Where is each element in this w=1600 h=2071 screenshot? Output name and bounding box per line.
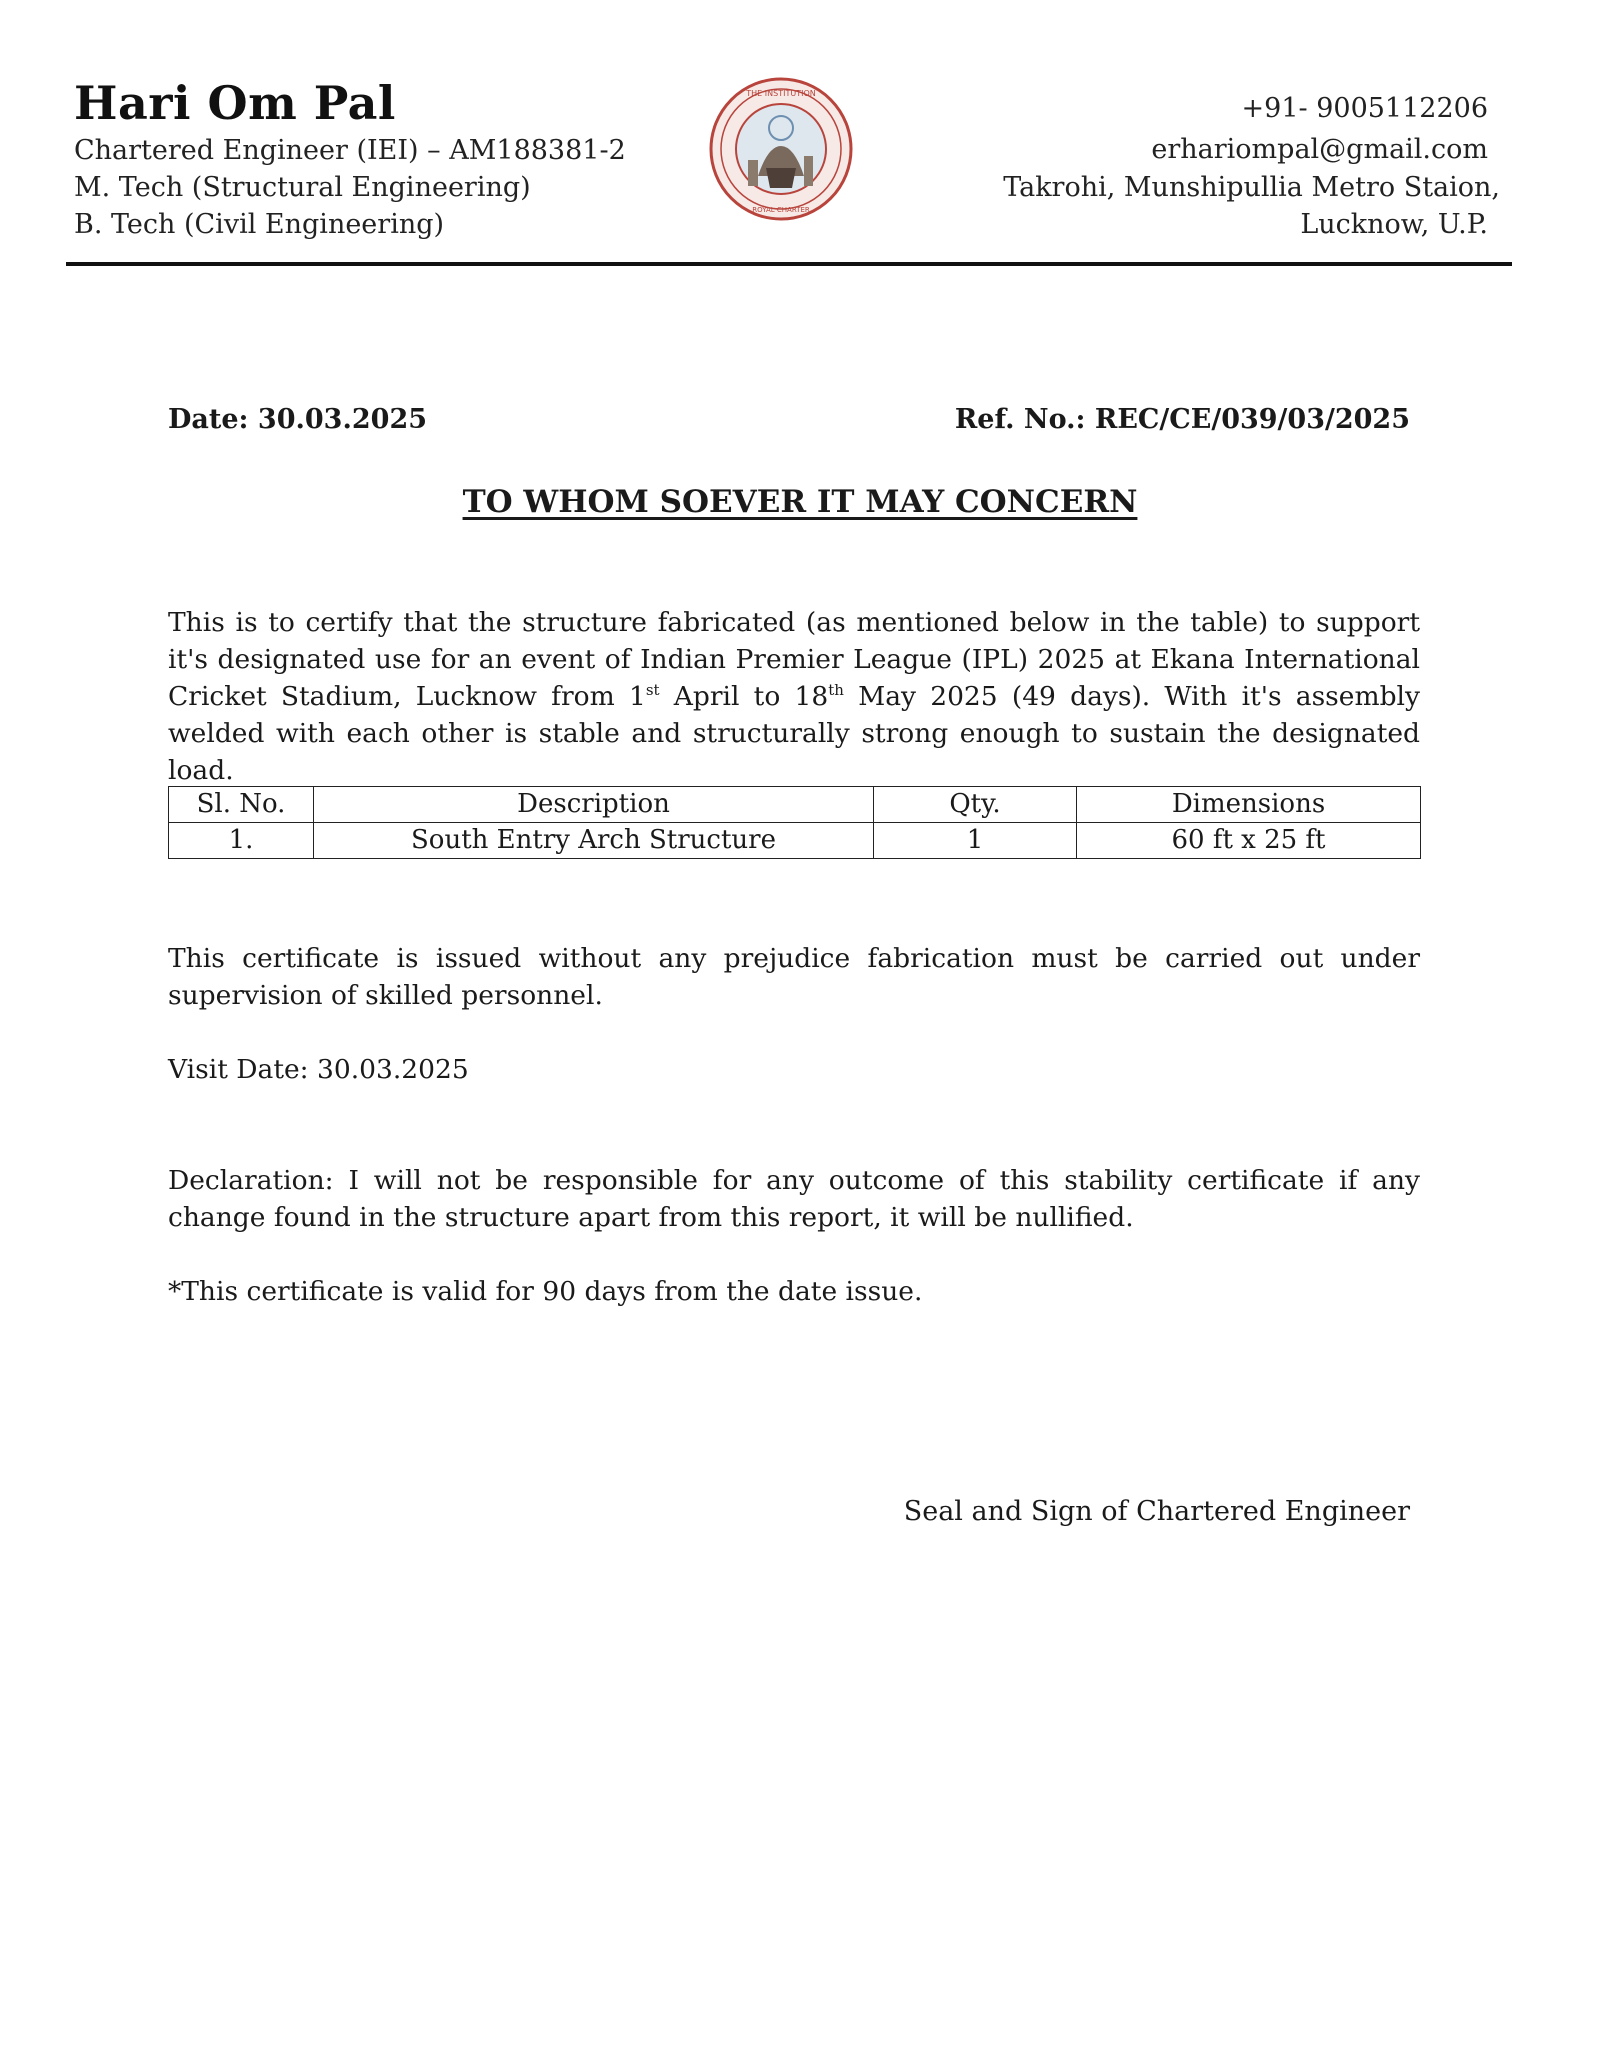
svg-text:ROYAL CHARTER: ROYAL CHARTER	[752, 206, 810, 214]
header-divider	[66, 262, 1512, 266]
structure-table	[168, 786, 1421, 859]
prejudice-paragraph: This certificate is issued without any prejudice fabrication must be carried out under supervision of skilled personnel.	[168, 943, 1420, 1011]
credential-mtech: M. Tech (Structural Engineering)	[74, 172, 531, 203]
certificate-heading	[0, 484, 1600, 520]
table-row	[169, 823, 1421, 859]
intro-text-2: April to 18	[659, 681, 829, 712]
credential-chartered: Chartered Engineer (IEI) – AM188381-2	[74, 135, 626, 166]
signature-label: Seal and Sign of Chartered Engineer	[903, 1496, 1410, 1527]
intro-sup-1: st	[645, 681, 660, 700]
institution-logo	[708, 76, 854, 222]
certification-paragraph	[168, 604, 1420, 789]
declaration-paragraph: Declaration: I will not be responsible for any outcome of this stability certificate if any change found in the structure apart from this report, it will be nullified.	[168, 1165, 1420, 1233]
col-header-dimensions: Dimensions	[1077, 787, 1421, 823]
contact-address-line2: Lucknow, U.P.	[1300, 209, 1488, 240]
col-header-sl-no: Sl. No.	[169, 787, 314, 823]
cell-sl-no: 1.	[169, 823, 314, 859]
col-header-qty: Qty.	[874, 787, 1077, 823]
col-header-description: Description	[314, 787, 874, 823]
contact-phone: +91- 9005112206	[1241, 93, 1488, 124]
contact-address-line1: Takrohi, Munshipullia Metro Staion,	[1003, 172, 1500, 203]
cell-dimensions: 60 ft x 25 ft	[1077, 823, 1421, 859]
intro-text-3: May 2025 (49 days). With it's assembly welded with each other is stable and structurally strong enough to sustain the designated load.	[168, 681, 1420, 786]
intro-text-1: This is to certify that the structure fabricated (as mentioned below in the table) to support it's designated use for an event of Indian Premier League (IPL) 2025 at Ekana International Cricket Stadium, Lucknow from 1	[168, 607, 1420, 712]
institution-seal-icon	[708, 76, 854, 222]
cell-qty: 1	[874, 823, 1077, 859]
visit-date: Visit Date: 30.03.2025	[168, 1054, 469, 1085]
contact-email: erhariompal@gmail.com	[1151, 134, 1488, 165]
credential-btech: B. Tech (Civil Engineering)	[74, 209, 445, 240]
validity-note: *This certificate is valid for 90 days from the date issue.	[168, 1276, 923, 1307]
engineer-name: Hari Om Pal	[74, 76, 396, 130]
reference-number: Ref. No.: REC/CE/039/03/2025	[954, 404, 1410, 435]
intro-sup-2: th	[828, 681, 844, 700]
certificate-date: Date: 30.03.2025	[168, 404, 428, 435]
svg-text:THE INSTITUTION: THE INSTITUTION	[746, 89, 816, 98]
table-header-row	[169, 787, 1421, 823]
cell-description: South Entry Arch Structure	[314, 823, 874, 859]
heading-text: TO WHOM SOEVER IT MAY CONCERN	[462, 484, 1138, 520]
